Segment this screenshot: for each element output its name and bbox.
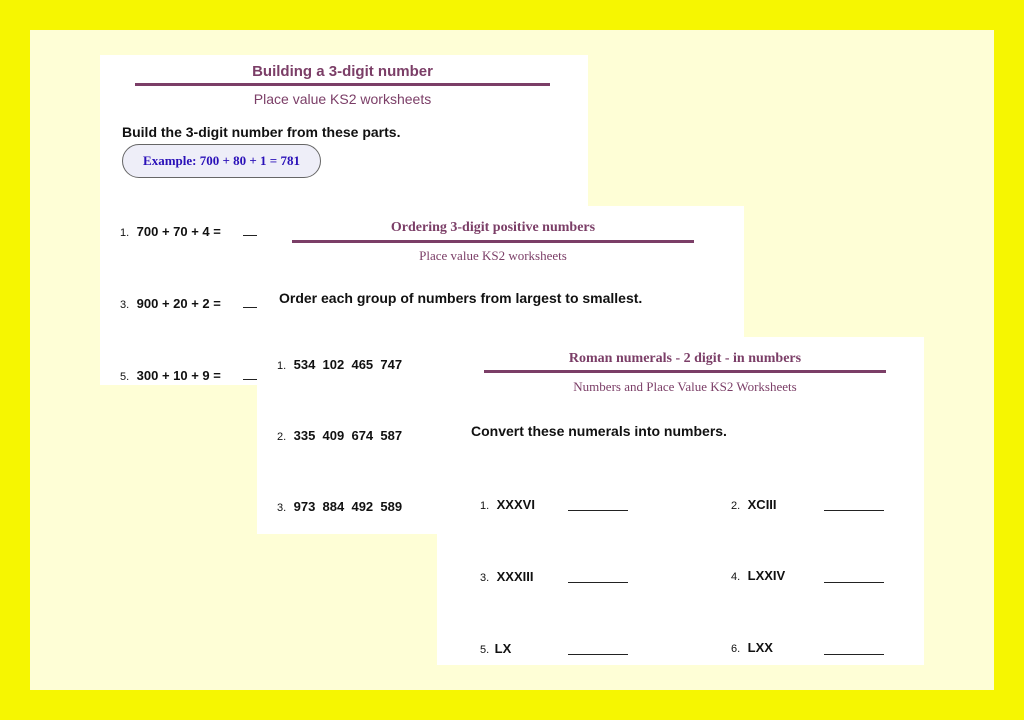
sheet2-subtitle: Place value KS2 worksheets: [419, 248, 567, 263]
question-text: 973 884 492 589: [293, 499, 403, 514]
question: [731, 567, 785, 585]
question-text: LX: [494, 641, 512, 656]
answer-line: [824, 510, 884, 511]
question-number: 5.: [480, 644, 490, 656]
sheet1-example: Example: 700 + 80 + 1 = 781: [122, 144, 321, 178]
question-number: 6.: [731, 643, 741, 655]
answer-line: [824, 654, 884, 655]
answer-line: [568, 510, 628, 511]
question-text: 534 102 465 747: [293, 357, 403, 372]
question: [120, 367, 221, 385]
question-number: 1.: [480, 500, 490, 512]
sheet2-title: Ordering 3-digit positive numbers: [390, 220, 596, 235]
question-number: 2.: [731, 500, 741, 512]
question-number: 3.: [120, 299, 130, 311]
question-number: 1.: [120, 227, 130, 239]
question-text: XCIII: [747, 497, 777, 512]
question-text: 300 + 10 + 9 =: [136, 368, 221, 383]
answer-line: [243, 235, 257, 236]
question: [731, 496, 777, 514]
worksheet-roman-numerals: [437, 337, 924, 665]
question-text: LXXIV: [747, 568, 786, 583]
question-number: 4.: [731, 571, 741, 583]
question-number: 2.: [277, 431, 287, 443]
question: [120, 223, 221, 241]
question-number: 3.: [480, 572, 490, 584]
sheet2-instruction: Order each group of numbers from largest to smallest.: [279, 290, 643, 306]
question-text: LXX: [747, 640, 773, 655]
answer-line: [824, 582, 884, 583]
question-text: XXXIII: [496, 569, 534, 584]
question-text: 900 + 20 + 2 =: [136, 296, 221, 311]
sheet3-rule: [484, 370, 886, 373]
sheet3-subtitle: Numbers and Place Value KS2 Worksheets: [573, 379, 797, 394]
question: [277, 427, 402, 445]
question-text: 335 409 674 587: [293, 428, 403, 443]
answer-line: [243, 379, 257, 380]
question: [277, 498, 402, 516]
question: [277, 356, 402, 374]
question: [480, 568, 534, 586]
sheet1-subtitle: Place value KS2 worksheets: [253, 91, 432, 107]
question: [480, 496, 535, 514]
question-number: 3.: [277, 502, 287, 514]
question: [731, 639, 773, 657]
question-number: 1.: [277, 360, 287, 372]
question: [480, 640, 511, 658]
answer-line: [568, 654, 628, 655]
sheet1-instruction: Build the 3-digit number from these parts.: [122, 124, 401, 140]
sheet1-rule: [135, 83, 550, 86]
question: [120, 295, 221, 313]
answer-line: [568, 582, 628, 583]
sheet3-title: Roman numerals - 2 digit - in numbers: [568, 351, 802, 366]
sheet1-title: Building a 3-digit number: [252, 63, 433, 80]
answer-line: [243, 307, 257, 308]
sheet2-rule: [292, 240, 694, 243]
question-text: 700 + 70 + 4 =: [136, 224, 221, 239]
question-number: 5.: [120, 371, 130, 383]
sheet3-instruction: Convert these numerals into numbers.: [471, 423, 727, 439]
question-text: XXXVI: [496, 497, 535, 512]
